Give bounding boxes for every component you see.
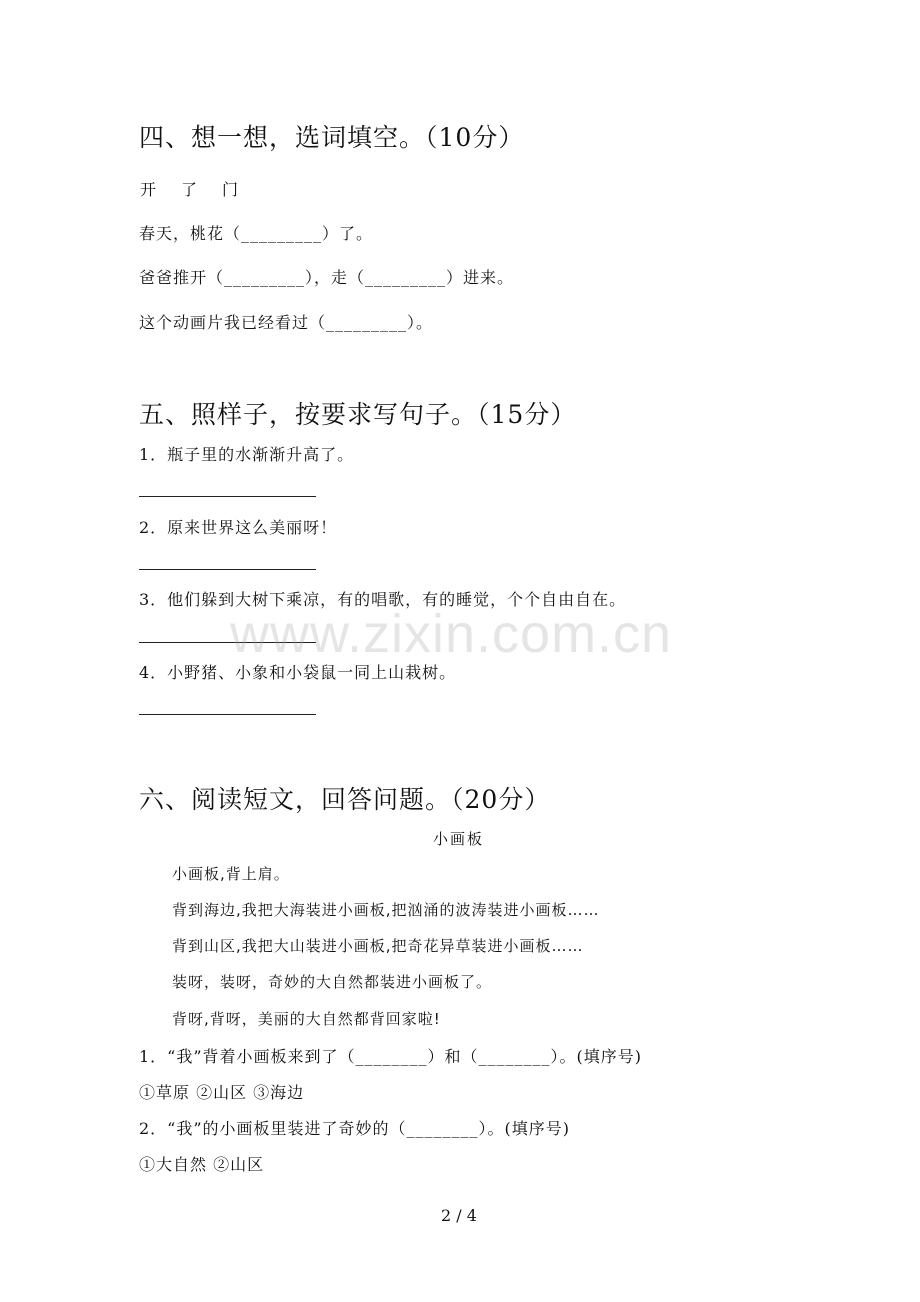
fill-blank-item: 爸爸推开（_________），走（_________）进来。 [139, 268, 515, 287]
passage-line: 背到海边,我把大海装进小画板,把汹涌的波涛装进小画板…… [172, 901, 600, 919]
answer-line [139, 569, 316, 570]
word-choice: 了 [181, 180, 199, 199]
question-options: ①草原 ②山区 ③海边 [139, 1083, 305, 1102]
fill-blank-item: 这个动画片我已经看过（_________）。 [139, 313, 434, 332]
passage-line: 装呀，装呀，奇妙的大自然都装进小画板了。 [172, 973, 493, 991]
passage-title: 小画板 [433, 830, 485, 848]
answer-line [139, 496, 316, 497]
word-choices [140, 177, 263, 200]
sentence-item: 3．他们躲到大树下乘凉，有的唱歌，有的睡觉，个个自由自在。 [139, 590, 627, 609]
passage-line: 背呀,背呀，美丽的大自然都背回家啦! [172, 1010, 441, 1028]
sentence-item: 2．原来世界这么美丽呀！ [139, 518, 338, 537]
sentence-item: 1．瓶子里的水渐渐升高了。 [139, 445, 355, 464]
section6-title: 六、阅读短文，回答问题。（20分） [139, 785, 551, 814]
section4-title: 四、想一想，选词填空。（10分） [139, 123, 525, 152]
question-item: 2．“我”的小画板里装进了奇妙的（________）。(填序号) [139, 1119, 571, 1138]
question-item: 1．“我”背着小画板来到了（________）和（________）。(填序号) [139, 1047, 643, 1066]
question-options: ①大自然 ②山区 [139, 1155, 265, 1174]
word-choice: 开 [140, 180, 158, 199]
word-choice: 门 [222, 180, 240, 199]
section5-title: 五、照样子，按要求写句子。（15分） [139, 400, 577, 429]
fill-blank-item: 春天，桃花（_________）了。 [139, 224, 374, 243]
answer-line [139, 714, 316, 715]
sentence-item: 4．小野猪、小象和小袋鼠一同上山栽树。 [139, 663, 457, 682]
page-number: 2 / 4 [441, 1206, 477, 1225]
passage-line: 小画板,背上肩。 [172, 865, 290, 883]
passage-line: 背到山区,我把大山装进小画板,把奇花异草装进小画板…… [172, 937, 584, 955]
watermark: www.zixin.com.cn [230, 604, 673, 664]
